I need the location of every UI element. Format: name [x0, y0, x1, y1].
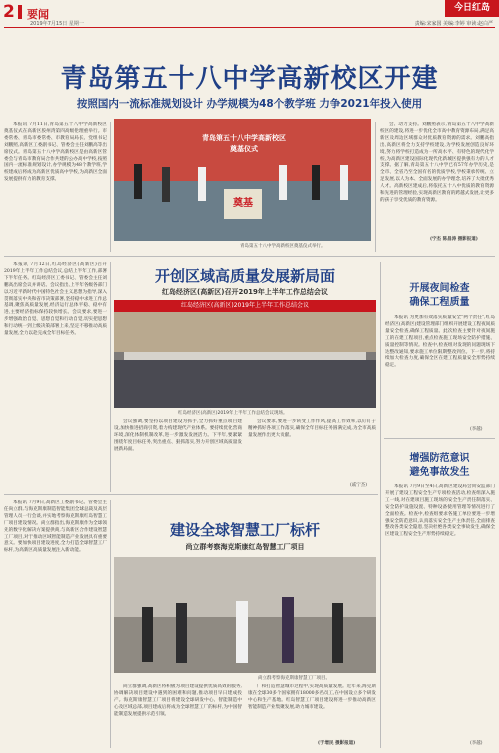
article2-text-right: 会议要求,要进一步转变工作作风,提高工作效率,以钉钉子精神抓好各项工作落实,确保全年目标任务圆满完成,为全市高质量发展作出更大贡献。	[248, 419, 376, 438]
lead-photo-credit: (宁杰 陈昌涛 摄影报道)	[430, 237, 478, 242]
brand-logo: 今日红岛	[445, 0, 499, 17]
photo-banner-line1: 青岛第五十八中学高新校区	[202, 134, 286, 142]
person-figure	[176, 603, 187, 663]
article3-subtitle: 尚立群考察海克斯康红岛智慧工厂项目	[185, 543, 305, 551]
article2-title: 开创区域高质量发展新局面	[154, 267, 335, 285]
side1-title-line1: 开展夜间检查	[409, 283, 470, 294]
header-rule	[4, 27, 495, 28]
page-header	[0, 0, 499, 26]
article2-subtitle: 红岛经济区(高新区)召开2019年上半年工作总结会议	[162, 288, 328, 296]
person-figure	[279, 165, 287, 200]
issue-date: 2019年7月15日 星期一	[30, 21, 84, 27]
article2-photo	[114, 300, 376, 408]
article2-left	[4, 262, 107, 492]
column-divider	[380, 262, 381, 748]
rostrum-table	[124, 352, 366, 360]
person-figure	[312, 165, 320, 200]
meeting-banner: 红岛经济区(高新区)2019年上半年工作总结会议	[114, 300, 376, 312]
column-divider	[110, 122, 111, 252]
column-divider	[110, 262, 111, 492]
foundation-stone: 奠基	[224, 189, 262, 219]
page-number: 2	[3, 2, 15, 22]
lead-subhead: 按照国内一流标准规划设计 办学规模为48个教学班 力争2021年投入使用	[76, 98, 423, 110]
person-figure	[162, 167, 170, 202]
person-figure	[236, 601, 248, 663]
person-figure	[282, 597, 294, 663]
side1-title-line2: 确保工程质量	[409, 297, 470, 308]
lead-article-left	[4, 122, 107, 252]
section-divider	[384, 438, 495, 439]
person-figure	[142, 607, 153, 662]
article2-text-left: 本报讯 7月12日,红岛经济区(高新区)召开2019年上半年工作总结会议,总结上半年工作,部署下半年任务。红岛经济区工委书记、管委会主任刘鹏高出席会议并讲话。会议指出,上半年各级各部门以习近平新时代中国特色社会主义思想为指导,深入贯彻落实中央和省市决策部署,坚持稳中求进工作总基调,聚焦高质量发展,经济运行总体平稳、稳中有进,主要经济指标保持较快增长。会议要求,要进一步增强政治自觉、思想自觉和行动自觉,切实把思想和行动统一到上级决策部署上来,坚定不移推动高质量发展,全力以赴完成全年目标任务。	[4, 262, 107, 337]
article3-photo-caption: 尚立群考察海克斯康智慧工厂项目。	[258, 676, 330, 681]
side1-credit: (李越)	[470, 427, 483, 432]
side2-credit: (李越)	[470, 741, 483, 746]
article3-right	[248, 684, 376, 738]
person-figure	[198, 167, 206, 201]
stage-wall	[114, 312, 376, 352]
column-divider	[110, 500, 111, 748]
article3-left	[4, 500, 107, 748]
side1-body	[385, 315, 495, 425]
lead-text-left: 本报讯 7月11日,青岛第五十八中学高新校区奠基仪式在高新区胶州湾第四高级伦理重举行。市委常委、青岛市委常委、市教育局局长、党组书记刘鹏照,高新区工委副书记、管委会主任刘鹏高等出席仪式。青岛第五十八中学高新校区是由高新区管委会与青岛市教育局合作共建的公办高中学校,按照国内一流标准规划设计,办学规模为48个教学班,学校建成后将成为高新区优质高中学校,为高新区全面发展提供有力的教育支撑。	[4, 122, 107, 183]
article2-text-mid: 会议强调,要坚持以项目建设为抓手,全力抓好重点项目建设,加快推进招商引资,着力构建现代产业体系。要持续优化营商环境,深化体制机制改革,进一步激发发展活力。下半年,要紧紧围绕年度目标任务,突出重点、狠抓落实,努力开创区域高质量发展新局面。	[114, 419, 242, 452]
section-divider	[4, 256, 495, 257]
article3-photo-credit: (于增民 摄影报道)	[318, 741, 356, 746]
article3-text-right: 厂和打造智慧城市过程中,实现高质量发展。近年来,海克斯康在全球30多个国家拥有18000多名员工,在中国设立多个研发中心和生产基地。红岛智慧工厂项目建设将进一步推动高新区智能制造产业集聚发展,助力城市建设。	[248, 684, 376, 710]
person-figure	[134, 164, 142, 199]
lead-photo	[114, 119, 371, 241]
photo-banner-line2: 奠基仪式	[230, 145, 258, 153]
article3-text-left: 本报讯 7月9日,高新区工委副书记、管委会主任尚立群,与海克斯康制造智能集团全球总裁及高层管理人员一行会谈,并实地考察海克斯康红岛智慧工厂项目建设情况。尚立群指出,海克斯康作为全球领先的数字化解决方案提供商,与高新区合作建设智慧工厂项目,对于推动区域智能制造产业发展具有重要意义。要加快项目建设进度,全力打造全球智慧工厂标杆,为高新区高质量发展注入新动能。	[4, 500, 107, 554]
side2-title-line1: 增强防范意识	[409, 453, 470, 464]
article3-photo	[114, 557, 376, 673]
lead-article-right	[380, 122, 494, 234]
article2-mid	[114, 419, 242, 489]
person-figure	[332, 603, 343, 663]
article3-mid	[114, 684, 242, 748]
audience	[114, 360, 376, 408]
article2-photo-caption: 红岛经济区(高新区)2019年上半年工作总结会议现场。	[178, 411, 288, 416]
side2-title-line2: 避免事故发生	[409, 467, 470, 478]
section-title: 要闻	[27, 8, 49, 21]
side1-text: 本报讯 为更加有效落实质量安全"两个责任",红岛经济区(高新区)建设管理部门组织开展建设工程夜间质量安全检查,确保工程质量。此次检查主要针对夜间施工的在建工程项目,重点检查施工现场安全防护措施、质量控制等情况。检查中,检查组对发现的问题现场下达整改通知,要求施工单位限期整改到位。下一步,将持续加大检查力度,确保全区在建工程质量安全形势持续稳定。	[385, 315, 495, 369]
side2-body	[385, 484, 495, 739]
lead-text-right: 会、动力支持。刘鹏照表示,青岛第五十八中学高新校区的建设,将进一步优化全市高中教育资源布局,满足高新区及周边区域群众对优质教育资源的需求。刘鹏高指出,高新区将全力支持学校建设,为学校发展创造良好环境,努力将学校打造成为一所高水平、有特色的现代化学校,为高新区建设国际化现代化新城区提供强有力的人才支撑。据了解,青岛第五十八中学已有57年办学历史,是全市、全省乃至全国有名的优质学校,学校秉承传统、立足发展,以人为本、全面发展的办学理念,培养了大批优秀人才。高新校区建成后,将依托五十八中优质的教育资源和先进的管理经验,实现高新区教育的跨越式发展,让更多的孩子享受优质的教育资源。	[380, 122, 494, 203]
article3-title: 建设全球智慧工厂标杆	[169, 521, 320, 539]
article2-credit: (戚宁杰)	[350, 483, 368, 488]
lead-headline: 青岛第五十八中学高新校区开建	[60, 64, 439, 94]
side2-text: 本报讯 7月9日至4日,高新区建设局会同安监部门开展了建设工程安全生产专项检查活动,检查组深入施工一线,对在建项目施工现场的安全生产责任制落实、安全防护设施设置、特种设备使用管理等情况进行了全面检查。检查中,检查组要求各施工单位要进一步增强安全防范意识,认真落实安全生产主体责任,全面排查整改各类安全隐患,坚决杜绝各类安全事故发生,确保全区建设工程安全生产形势持续稳定。	[385, 484, 495, 538]
section-divider	[4, 494, 378, 495]
article3-text-mid: 尚立群强调,高新区将积极为项目建设提供优质高效的服务,协调解决项目建设中遇到的困难和问题,推动项目早日建成投产。海克斯康智慧工厂项目将建设全球研发中心、智能制造中心及区域总部,项目建成后将成为全球智慧工厂的标杆,为中国智能制造发展提供示范引领。	[114, 684, 242, 717]
article2-right	[248, 419, 376, 479]
column-divider	[375, 122, 376, 252]
page-number-bar	[18, 5, 22, 19]
person-figure	[340, 165, 348, 200]
lead-photo-caption: 青岛第五十八中学高新校区奠基仪式举行。	[240, 244, 326, 249]
editor-credits: 责编:宋家国 美编:李婷 审读:赵白严	[414, 21, 493, 27]
